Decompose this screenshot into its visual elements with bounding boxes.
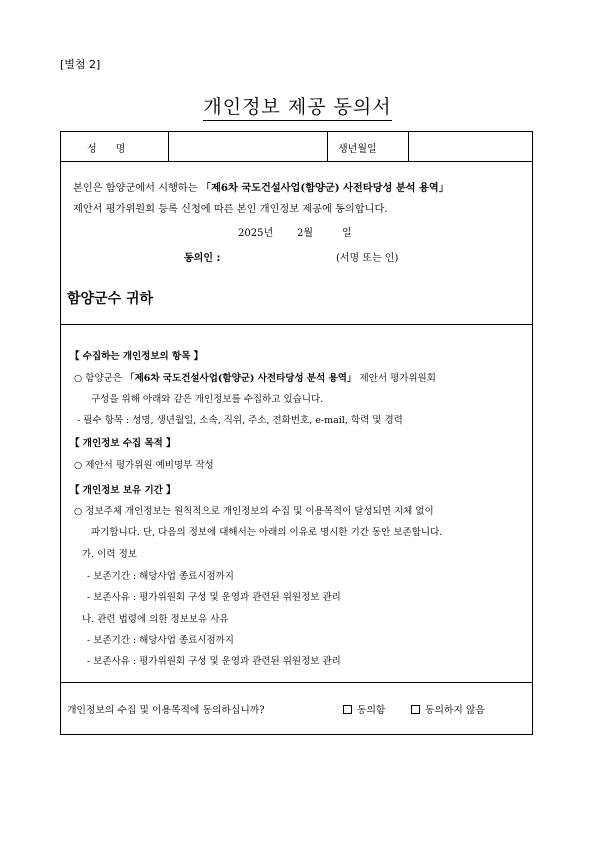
recipient: 함양군수 귀하: [67, 291, 154, 307]
disagree-option[interactable]: [411, 702, 485, 716]
divider: [61, 161, 532, 162]
retention-heading: 【 개인정보 보유 기간 】: [70, 485, 176, 496]
legal-retention-reason: - 보존사유 : 평가위원회 구성 및 운영과 관련된 위원정보 관리: [87, 656, 341, 667]
disagree-checkbox[interactable]: [411, 705, 420, 714]
agree-label: 동의함: [357, 705, 386, 716]
legal-retention-period: - 보존기간 : 해당사업 종료시점까지: [87, 635, 234, 646]
history-retention-reason: - 보존사유 : 평가위원회 구성 및 운영과 관련된 위원정보 관리: [87, 592, 341, 603]
sign-note: (서명 또는 인): [336, 253, 399, 264]
date-year: 2025년: [238, 228, 274, 239]
consent-line-1: [73, 179, 449, 194]
divider: [61, 682, 532, 683]
history-retention-period: - 보존기간 : 해당사업 종료시점까지: [87, 571, 234, 582]
retention-line-1: ○ 정보주체 개인정보는 원칙적으로 개인정보의 수집 및 이용목적이 달성되면 지체 없이: [74, 506, 434, 517]
agree-checkbox[interactable]: [343, 705, 352, 714]
signer-field[interactable]: [241, 245, 331, 263]
collect-text: 제안서 평가위원회: [359, 373, 436, 384]
purpose-line: ○ 제안서 평가위원 예비명부 작성: [74, 460, 214, 471]
birth-field[interactable]: [409, 133, 531, 159]
consent-form: [60, 131, 533, 735]
document-title: [0, 92, 595, 121]
divider: [61, 324, 532, 325]
disagree-label: 동의하지 않음: [425, 705, 485, 716]
birth-label: 생년월일: [338, 144, 377, 155]
legal-basis-heading: 나. 관련 법령에 의한 정보보유 사유: [82, 614, 229, 625]
collect-items-heading: 【 수집하는 개인정보의 항목 】: [70, 351, 204, 362]
required-items: - 필수 항목 : 성명, 생년월일, 소속, 직위, 주소, 전화번호, e-mail, 학력 및 경력: [77, 415, 403, 426]
project-name: 「제6차 국도건설사업(함양군) 사전타당성 분석 용역」: [125, 373, 357, 384]
collect-items-line-1: [74, 370, 436, 384]
retention-line-2: 파기합니다. 단, 다음의 정보에 대해서는 아래의 이유로 명시한 기간 동안 보존합니다.: [91, 527, 443, 538]
consent-text: 본인은 함양군에서 시행하는: [73, 183, 198, 194]
purpose-heading: 【 개인정보 수집 목적 】: [70, 438, 176, 449]
collect-items-line-2: 구성을 위해 아래와 같은 개인정보를 수집하고 있습니다.: [91, 394, 324, 405]
divider: [327, 132, 328, 161]
date-month: 2월: [297, 228, 314, 239]
name-field[interactable]: [169, 133, 326, 159]
consent-line-2: 제안서 평가위원회 등록 신청에 따른 본인 개인정보 제공에 동의합니다.: [73, 204, 388, 215]
collect-text: ○ 함양군은: [74, 373, 123, 384]
signer-label: 동의인 :: [184, 253, 221, 264]
attachment-label: [별첨 2]: [60, 58, 101, 71]
name-label: 성 명: [87, 144, 126, 155]
document-title-text: 개인정보 제공 동의서: [203, 92, 391, 121]
date-day: 일: [342, 228, 352, 239]
consent-question: 개인정보의 수집 및 이용목적에 동의하십니까?: [67, 705, 265, 716]
history-info-heading: 가. 이력 정보: [82, 549, 137, 560]
agree-option[interactable]: [343, 702, 385, 716]
project-name: 「제6차 국도건설사업(함양군) 사전타당성 분석 용역」: [200, 182, 449, 194]
